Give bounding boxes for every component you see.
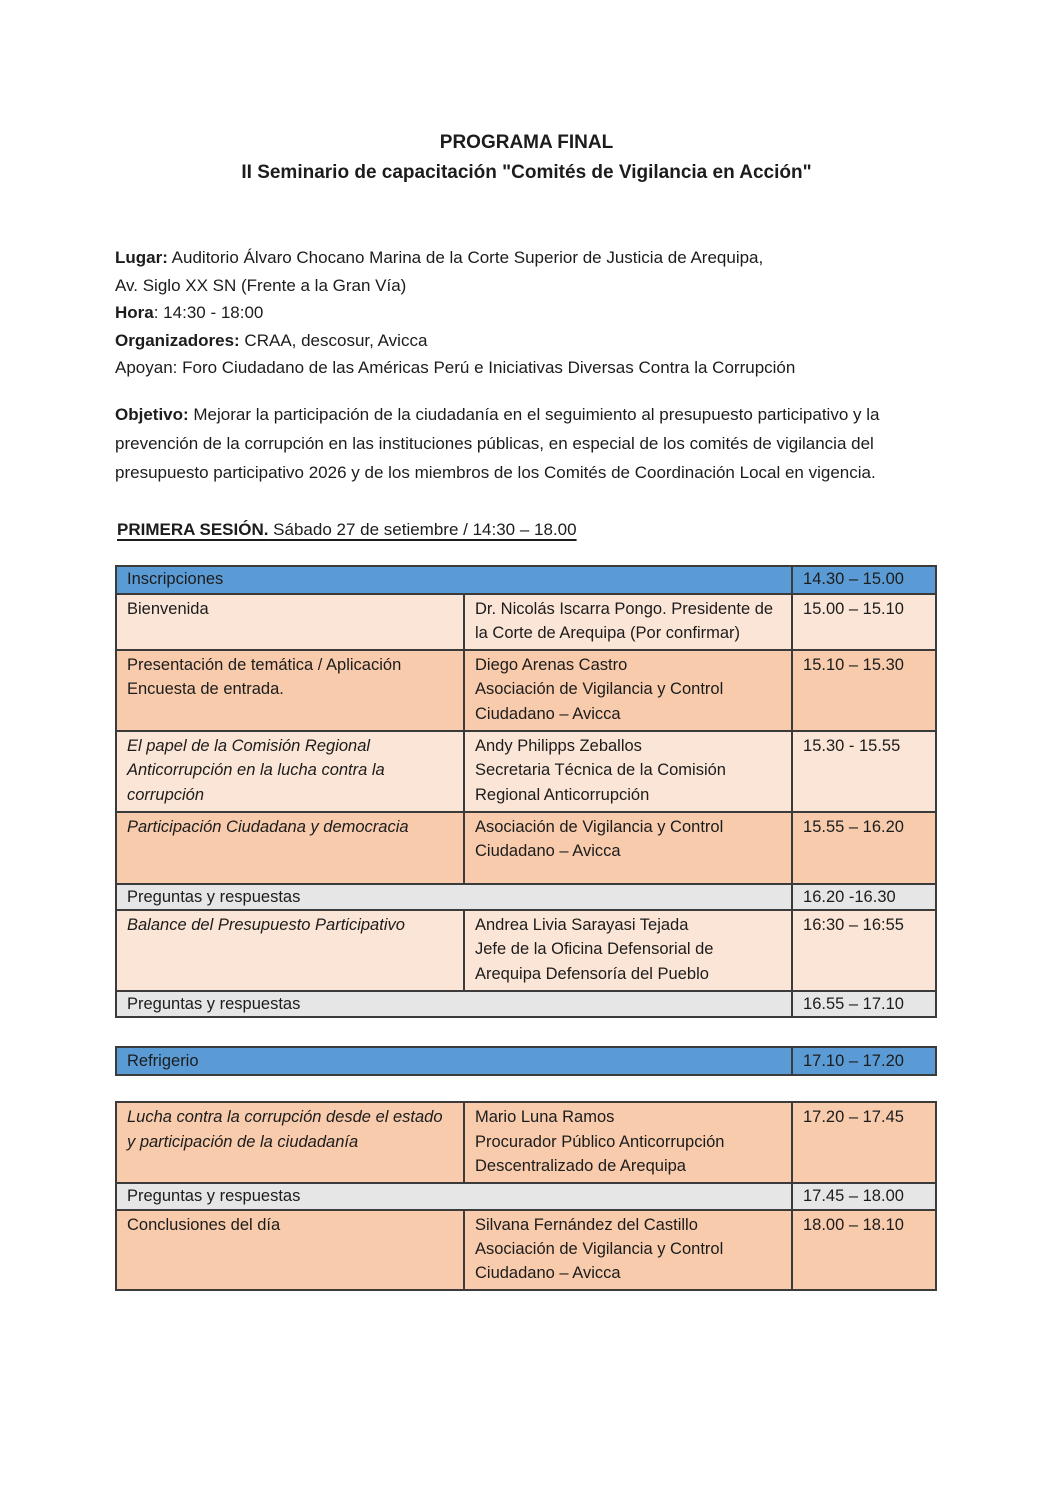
objetivo-label: Objetivo: bbox=[115, 404, 189, 424]
info-hora-text: : 14:30 - 18:00 bbox=[153, 303, 264, 322]
speaker-cell bbox=[464, 1102, 792, 1183]
activity-cell: Balance del Presupuesto Participativo bbox=[116, 910, 464, 991]
info-lugar-text: Auditorio Álvaro Chocano Marina de la Corte Superior de Justicia de Arequipa, bbox=[167, 248, 764, 267]
speaker-cell bbox=[464, 1210, 792, 1291]
time-cell: 16:30 – 16:55 bbox=[792, 910, 936, 991]
time-cell: 15.10 – 15.30 bbox=[792, 650, 936, 731]
speaker-line: Mario Luna Ramos bbox=[475, 1108, 615, 1127]
info-direccion-text: Av. Siglo XX SN (Frente a la Gran Vía) bbox=[115, 275, 407, 295]
session-row bbox=[116, 594, 936, 651]
session-row bbox=[116, 650, 936, 731]
activity-cell: Bienvenida bbox=[116, 594, 464, 651]
time-cell: 15.00 – 15.10 bbox=[792, 594, 936, 651]
info-direccion bbox=[115, 272, 938, 300]
session-row bbox=[116, 1102, 936, 1183]
activity-cell: Preguntas y respuestas bbox=[116, 884, 792, 910]
session-heading bbox=[117, 517, 938, 543]
activity-cell: Conclusiones del día bbox=[116, 1210, 464, 1291]
info-lugar bbox=[115, 244, 938, 272]
info-organizadores-label: Organizadores: bbox=[115, 330, 240, 350]
speaker-line: Jefe de la Oficina Defensorial de Arequipa Defensoría del Pueblo bbox=[475, 940, 714, 983]
qa-row bbox=[116, 1183, 936, 1209]
activity-cell: Preguntas y respuestas bbox=[116, 991, 792, 1017]
agenda-table-final bbox=[115, 1101, 937, 1291]
speaker-line: Andrea Livia Sarayasi Tejada bbox=[475, 916, 689, 935]
speaker-cell bbox=[464, 594, 792, 651]
info-lugar-label: Lugar: bbox=[115, 248, 168, 267]
activity-cell: El papel de la Comisión Regional Anticorrupción en la lucha contra la corrupción bbox=[116, 731, 464, 812]
time-cell: 16.55 – 17.10 bbox=[792, 991, 936, 1017]
objetivo-text: Mejorar la participación de la ciudadanía en el seguimiento al presupuesto participativo y la prevención de la corrupción en las instituciones públicas, en especial de los comités de vigilancia del presupuesto participativo 2026 y de los miembros de los Comités de Coordinación Local en vigencia. bbox=[115, 404, 880, 482]
session-row bbox=[116, 910, 936, 991]
objetivo-paragraph bbox=[115, 400, 938, 487]
speaker-line: Asociación de Vigilancia y Control Ciudadano – Avicca bbox=[475, 1239, 724, 1283]
speaker-line: Asociación de Vigilancia y Control Ciudadano – Avicca bbox=[475, 680, 724, 723]
event-info bbox=[115, 244, 938, 382]
activity-cell: Lucha contra la corrupción desde el estado y participación de la ciudadanía bbox=[116, 1102, 464, 1183]
time-cell: 14.30 – 15.00 bbox=[792, 566, 936, 594]
banner-row bbox=[116, 1047, 936, 1075]
session-heading-label: PRIMERA SESIÓN. bbox=[117, 519, 269, 539]
info-organizadores bbox=[115, 327, 938, 355]
qa-row bbox=[116, 991, 936, 1017]
activity-cell: Refrigerio bbox=[116, 1047, 792, 1075]
activity-cell: Preguntas y respuestas bbox=[116, 1183, 792, 1209]
speaker-line: Silvana Fernández del Castillo bbox=[475, 1215, 698, 1234]
refrigerio-table bbox=[115, 1046, 937, 1076]
info-hora bbox=[115, 299, 938, 327]
speaker-line: Procurador Público Anticorrupción Descentralizado de Arequipa bbox=[475, 1132, 725, 1175]
session-row bbox=[116, 1210, 936, 1291]
info-hora-label: Hora bbox=[115, 303, 154, 322]
activity-cell: Presentación de temática / Aplicación Encuesta de entrada. bbox=[116, 650, 464, 731]
time-cell: 17.20 – 17.45 bbox=[792, 1102, 936, 1183]
session-heading-text: Sábado 27 de setiembre / 14:30 – 18.00 bbox=[268, 519, 577, 539]
session-row bbox=[116, 731, 936, 812]
qa-row bbox=[116, 884, 936, 910]
info-apoyan-text: Apoyan: Foro Ciudadano de las Américas Perú e Iniciativas Diversas Contra la Corrupción bbox=[115, 358, 796, 377]
speaker-cell bbox=[464, 812, 792, 884]
time-cell: 15.30 - 15.55 bbox=[792, 731, 936, 812]
time-cell: 16.20 -16.30 bbox=[792, 884, 936, 910]
speaker-line: Dr. Nicolás Iscarra Pongo. Presidente de la Corte de Arequipa (Por confirmar) bbox=[475, 599, 774, 642]
speaker-line: Secretaria Técnica de la Comisión Regional Anticorrupción bbox=[475, 761, 726, 804]
activity-cell: Participación Ciudadana y democracia bbox=[116, 812, 464, 884]
speaker-cell bbox=[464, 650, 792, 731]
speaker-cell bbox=[464, 910, 792, 991]
document-title: PROGRAMA FINAL bbox=[439, 132, 614, 153]
document-subtitle: II Seminario de capacitación "Comités de Vigilancia en Acción" bbox=[241, 162, 812, 183]
banner-row bbox=[116, 566, 936, 594]
time-cell: 18.00 – 18.10 bbox=[792, 1210, 936, 1291]
session-row bbox=[116, 812, 936, 884]
speaker-line: Andy Philipps Zeballos bbox=[475, 736, 642, 755]
speaker-cell bbox=[464, 731, 792, 812]
speaker-line: Diego Arenas Castro bbox=[475, 656, 628, 675]
activity-cell: Inscripciones bbox=[116, 566, 792, 594]
info-apoyan bbox=[115, 354, 938, 382]
time-cell: 17.10 – 17.20 bbox=[792, 1047, 936, 1075]
time-cell: 15.55 – 16.20 bbox=[792, 812, 936, 884]
speaker-line: Asociación de Vigilancia y Control Ciudadano – Avicca bbox=[475, 817, 724, 861]
info-organizadores-text: CRAA, descosur, Avicca bbox=[239, 330, 428, 350]
agenda-table-primera-sesion bbox=[115, 565, 937, 1019]
time-cell: 17.45 – 18.00 bbox=[792, 1183, 936, 1209]
